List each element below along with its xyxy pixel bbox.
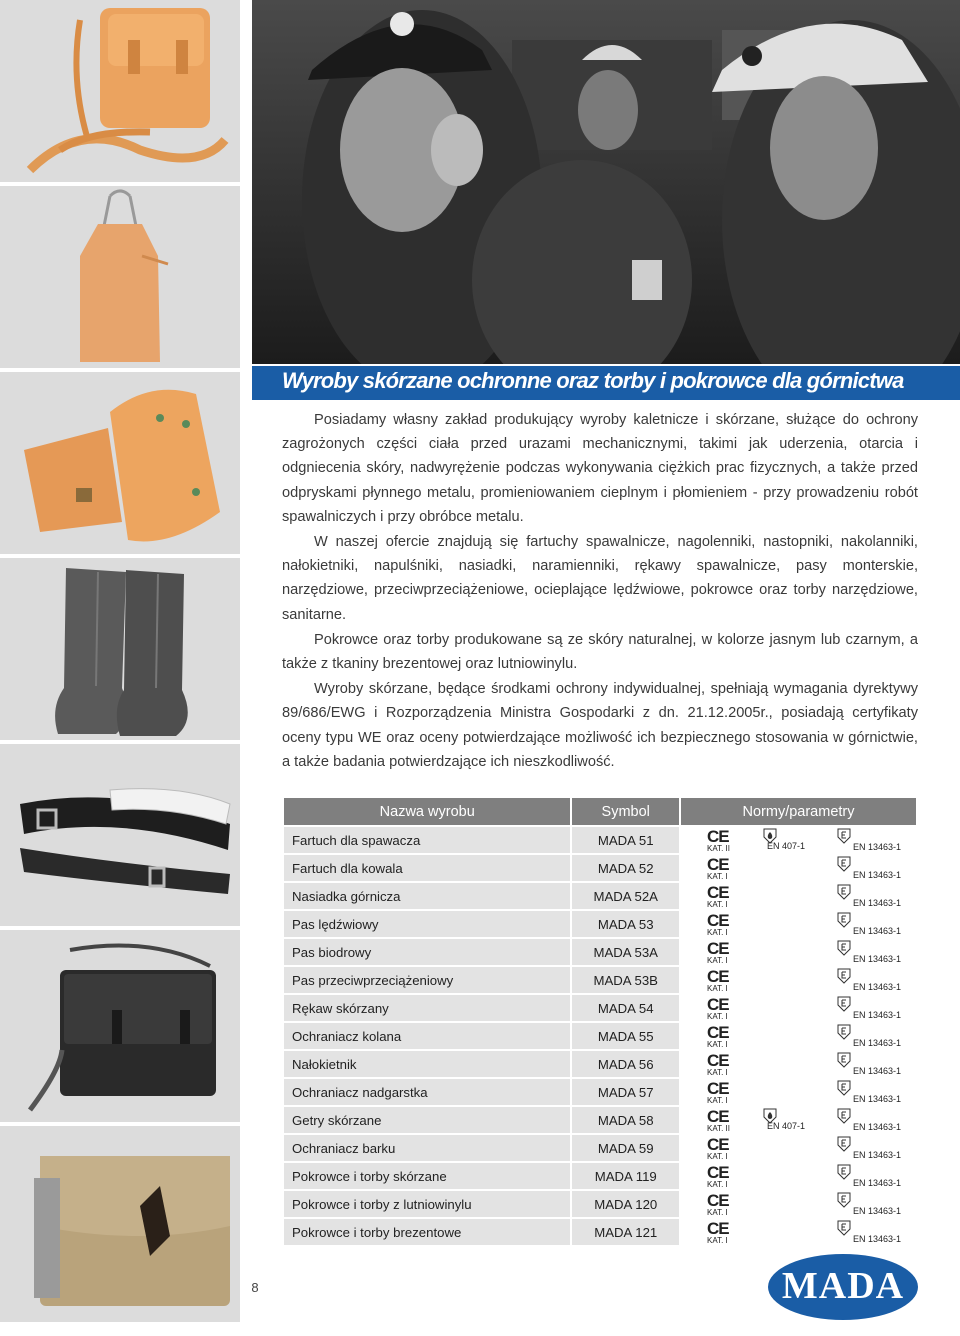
ex-standard: EN 13463-1 [853, 1066, 902, 1076]
ex-shield-icon [837, 1052, 851, 1068]
cell-norms [680, 1050, 917, 1078]
ex-standard: EN 13463-1 [853, 926, 902, 936]
ex-shield-icon [837, 996, 851, 1012]
ex-standard: EN 13463-1 [853, 898, 902, 908]
fire-standard: EN 407-1 [767, 841, 806, 851]
table-row [283, 966, 917, 994]
ex-shield-icon [837, 828, 851, 844]
table-row [283, 938, 917, 966]
ce-mark: CE [707, 1219, 729, 1238]
ex-standard: EN 13463-1 [853, 954, 902, 964]
cell-norms [680, 826, 917, 854]
cell-product-name: Rękaw skórzany [283, 994, 571, 1022]
ex-shield-icon [837, 1136, 851, 1152]
cell-norms [680, 1078, 917, 1106]
cell-product-name: Pas przeciwprzeciążeniowy [283, 966, 571, 994]
table-row [283, 1190, 917, 1218]
cell-symbol: MADA 121 [571, 1218, 680, 1246]
cell-symbol: MADA 52 [571, 854, 680, 882]
ce-mark: CE [707, 995, 729, 1014]
category-label: KAT. I [707, 1236, 728, 1245]
ex-shield-icon [837, 1220, 851, 1236]
table-header-row [283, 797, 917, 826]
header-symbol: Symbol [571, 797, 680, 826]
cell-norms [680, 966, 917, 994]
cell-symbol: MADA 51 [571, 826, 680, 854]
cell-norms [680, 910, 917, 938]
table-row [283, 882, 917, 910]
table-row [283, 910, 917, 938]
cell-norms [680, 1162, 917, 1190]
category-label: KAT. II [707, 844, 730, 853]
ce-mark: CE [707, 883, 729, 902]
category-label: KAT. I [707, 956, 728, 965]
cell-symbol: MADA 55 [571, 1022, 680, 1050]
photo-knee-protectors [0, 372, 240, 554]
ce-mark: CE [707, 1051, 729, 1070]
cell-norms [680, 938, 917, 966]
product-photo-column [0, 0, 240, 1336]
category-label: KAT. I [707, 900, 728, 909]
cell-symbol: MADA 58 [571, 1106, 680, 1134]
cell-product-name: Ochraniacz nadgarstka [283, 1078, 571, 1106]
ce-mark: CE [707, 1079, 729, 1098]
table-row [283, 854, 917, 882]
category-label: KAT. I [707, 928, 728, 937]
cell-norms [680, 994, 917, 1022]
cell-symbol: MADA 57 [571, 1078, 680, 1106]
cell-norms [680, 1106, 917, 1134]
ex-standard: EN 13463-1 [853, 870, 902, 880]
table-row [283, 1106, 917, 1134]
ce-mark: CE [707, 1163, 729, 1182]
cell-symbol: MADA 119 [571, 1162, 680, 1190]
ex-shield-icon [837, 1024, 851, 1040]
section-title-bar [252, 364, 960, 400]
ce-mark: CE [707, 855, 729, 874]
paragraph: Posiadamy własny zakład produkujący wyroby kaletnicze i skórzane, służące do ochrony zagrożonych części ciała przed urazami mechanicznymi, takimi jak uderzenia, otarcia i odgniecenia skóry, nadwyrężenie podczas wykonywania ciężkich prac fizycznych, a także przed odpryskami płynnego metalu, promieniowaniem cieplnym i płomieniem - przy prowadzeniu robót spawalniczych i przy obróbce metalu. [282, 412, 918, 525]
fire-standard: EN 407-1 [767, 1121, 806, 1131]
cell-product-name: Pokrowce i torby brezentowe [283, 1218, 571, 1246]
ex-shield-icon [837, 940, 851, 956]
cell-product-name: Pokrowce i torby skórzane [283, 1162, 571, 1190]
photo-leather-bag-tan [0, 0, 240, 182]
table-row [283, 826, 917, 854]
category-label: KAT. I [707, 1152, 728, 1161]
cell-norms [680, 882, 917, 910]
cell-product-name: Pokrowce i torby z lutniowinylu [283, 1190, 571, 1218]
cell-product-name: Pas lędźwiowy [283, 910, 571, 938]
ce-mark: CE [707, 1107, 729, 1126]
cell-product-name: Fartuch dla kowala [283, 854, 571, 882]
cell-product-name: Pas biodrowy [283, 938, 571, 966]
table-row [283, 1078, 917, 1106]
paragraph: Wyroby skórzane, będące środkami ochrony indywidualnej, spełniają wymagania dyrektywy 89/686/EWG i Rozporządzenia Ministra Gospodarki z dn. 21.12.2005r., posiadają certyfikaty oceny typu WE oraz oceny potwierdzające możliwość ich bezpiecznego stosowania w górnictwie, a także badania potwierdzające ich nieszkodliwość. [282, 681, 918, 770]
cell-product-name: Nałokietnik [283, 1050, 571, 1078]
category-label: KAT. I [707, 1096, 728, 1105]
table-row [283, 1218, 917, 1246]
ex-shield-icon [837, 912, 851, 928]
ce-mark: CE [707, 827, 729, 846]
mada-logo [768, 1254, 918, 1320]
header-norms: Normy/parametry [680, 797, 917, 826]
ex-standard: EN 13463-1 [853, 1234, 902, 1244]
table-row [283, 1134, 917, 1162]
page-title: Wyroby skórzane ochronne oraz torby i pokrowce dla górnictwa [282, 368, 904, 393]
table-row [283, 1162, 917, 1190]
category-label: KAT. II [707, 1124, 730, 1133]
cell-symbol: MADA 53 [571, 910, 680, 938]
category-label: KAT. I [707, 1040, 728, 1049]
ex-standard: EN 13463-1 [853, 1150, 902, 1160]
ex-shield-icon [837, 856, 851, 872]
table-row [283, 1050, 917, 1078]
hero-photo-miners [252, 0, 960, 364]
table-row [283, 1022, 917, 1050]
cell-symbol: MADA 54 [571, 994, 680, 1022]
products-table [282, 796, 918, 1247]
ex-shield-icon [837, 1164, 851, 1180]
cell-symbol: MADA 53B [571, 966, 680, 994]
paragraph: Pokrowce oraz torby produkowane są ze skóry naturalnej, w kolorze jasnym lub czarnym, a także z tkaniny brezentowej oraz lutniowinylu. [282, 631, 918, 673]
category-label: KAT. I [707, 1068, 728, 1077]
category-label: KAT. I [707, 872, 728, 881]
paragraph: W naszej ofercie znajdują się fartuchy spawalnicze, nagolenniki, nastopniki, nakolanniki, nałokietniki, napulśniki, nasiadki, naramienniki, rękawy spawalnicze, pasy monterskie, narzędziowe, przeciwprzeciążeniowe, ocieplające lędźwiowe, pokrowce oraz torby narzędziowe, sanitarne. [282, 534, 918, 623]
cell-symbol: MADA 120 [571, 1190, 680, 1218]
cell-product-name: Nasiadka górnicza [283, 882, 571, 910]
photo-leather-belts [0, 744, 240, 926]
ex-standard: EN 13463-1 [853, 842, 902, 852]
photo-canvas-bag [0, 1126, 240, 1322]
cell-symbol: MADA 56 [571, 1050, 680, 1078]
ex-shield-icon [837, 968, 851, 984]
ce-mark: CE [707, 911, 729, 930]
ce-mark: CE [707, 1191, 729, 1210]
cell-product-name: Fartuch dla spawacza [283, 826, 571, 854]
cell-product-name: Ochraniacz barku [283, 1134, 571, 1162]
ex-standard: EN 13463-1 [853, 1178, 902, 1188]
ex-standard: EN 13463-1 [853, 1206, 902, 1216]
cell-norms [680, 1022, 917, 1050]
ex-shield-icon [837, 1192, 851, 1208]
ex-standard: EN 13463-1 [853, 1122, 902, 1132]
category-label: KAT. I [707, 984, 728, 993]
logo-text: MADA [781, 1265, 905, 1307]
cell-product-name: Getry skórzane [283, 1106, 571, 1134]
category-label: KAT. I [707, 1012, 728, 1021]
cell-norms [680, 1190, 917, 1218]
cell-norms [680, 1218, 917, 1246]
category-label: KAT. I [707, 1208, 728, 1217]
photo-leather-gaiters [0, 558, 240, 740]
intro-text [282, 408, 918, 775]
cell-norms [680, 1134, 917, 1162]
cell-product-name: Ochraniacz kolana [283, 1022, 571, 1050]
cell-symbol: MADA 53A [571, 938, 680, 966]
cell-symbol: MADA 59 [571, 1134, 680, 1162]
ex-standard: EN 13463-1 [853, 1094, 902, 1104]
table-row [283, 994, 917, 1022]
ce-mark: CE [707, 1135, 729, 1154]
photo-black-leather-bag [0, 930, 240, 1122]
ex-shield-icon [837, 1108, 851, 1124]
ex-standard: EN 13463-1 [853, 1010, 902, 1020]
ex-standard: EN 13463-1 [853, 982, 902, 992]
cell-symbol: MADA 52A [571, 882, 680, 910]
ex-shield-icon [837, 884, 851, 900]
photo-leather-apron [0, 186, 240, 368]
cell-norms [680, 854, 917, 882]
ce-mark: CE [707, 1023, 729, 1042]
ex-standard: EN 13463-1 [853, 1038, 902, 1048]
category-label: KAT. I [707, 1180, 728, 1189]
ce-mark: CE [707, 939, 729, 958]
page-number: 8 [251, 1280, 259, 1295]
header-name: Nazwa wyrobu [283, 797, 571, 826]
ex-shield-icon [837, 1080, 851, 1096]
ce-mark: CE [707, 967, 729, 986]
